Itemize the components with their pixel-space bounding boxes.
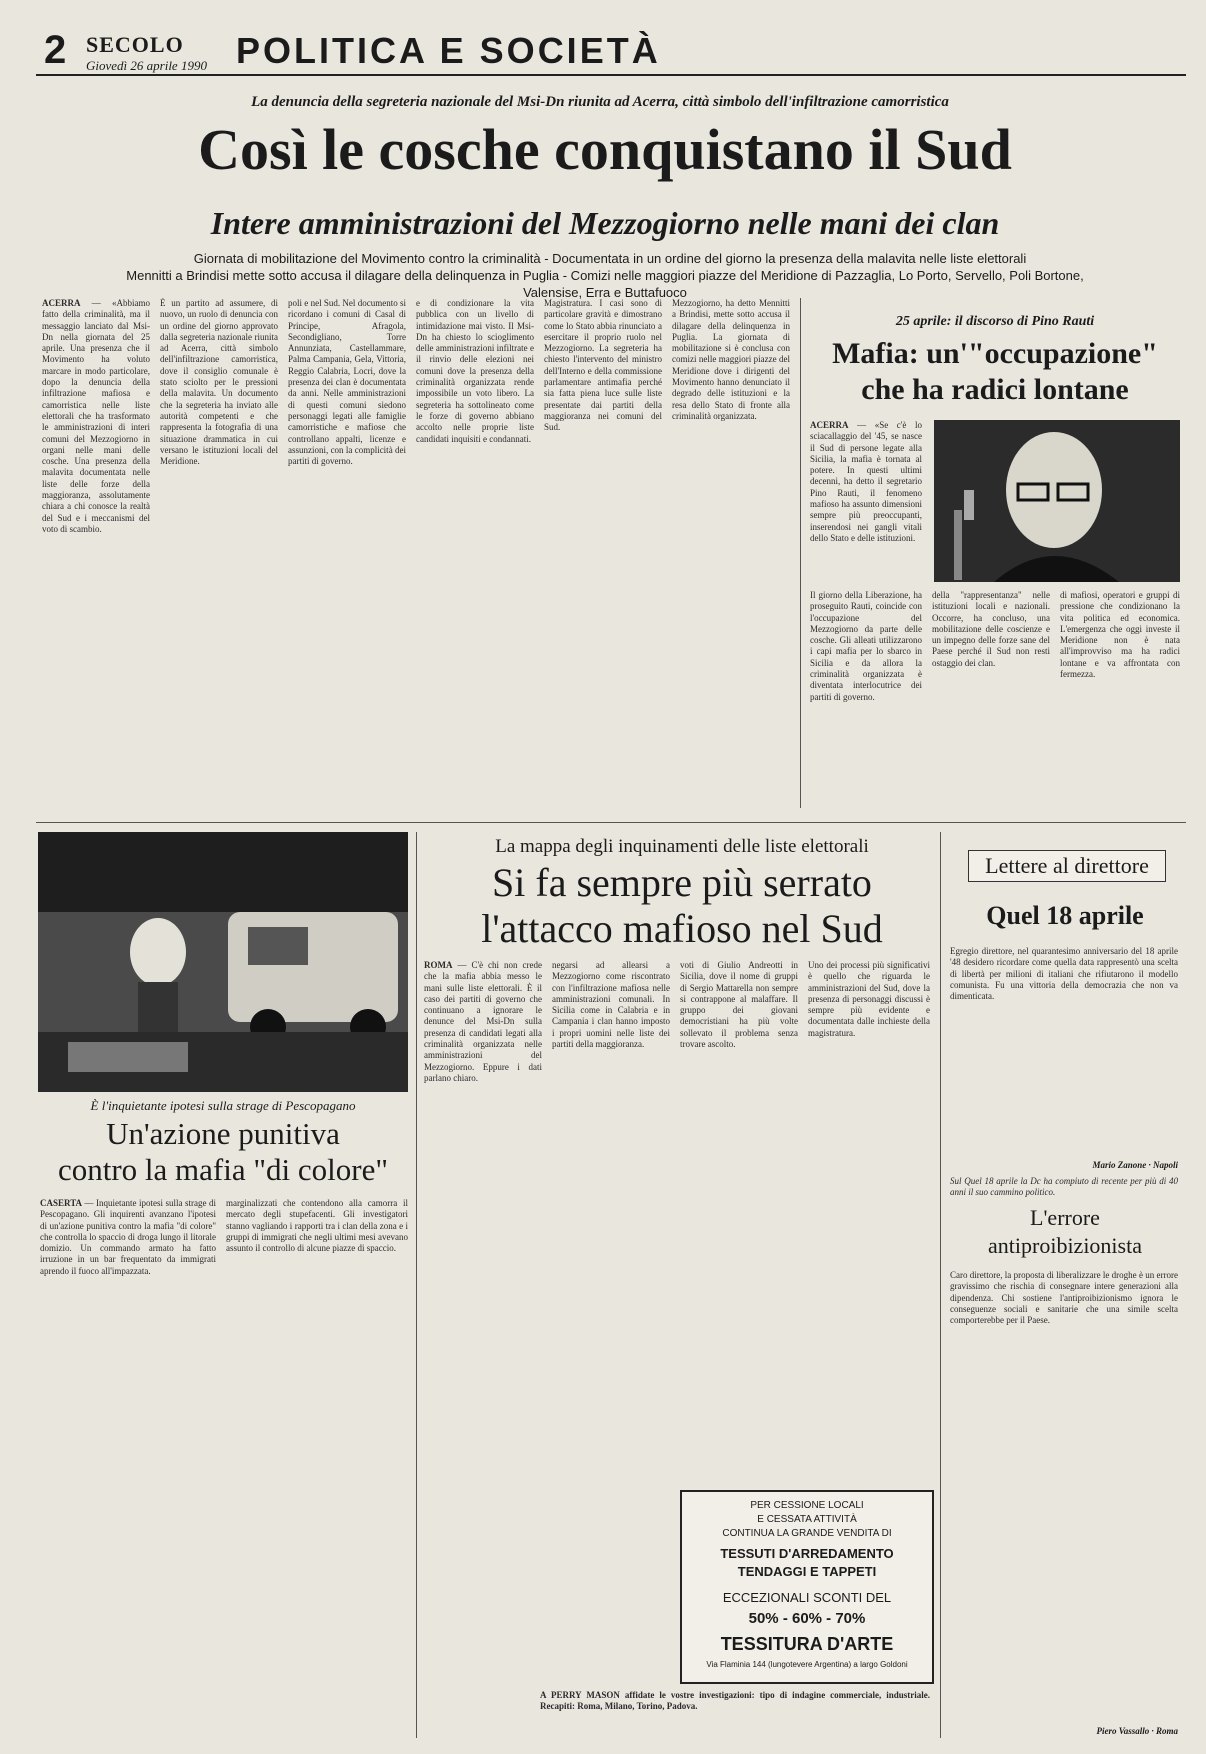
- main-body-col-6: Mezzogiorno, ha detto Mennitti a Brindisi, mette sotto accusa il dilagare della delinquenza in Puglia. La giornata di mobilitazione si è conclusa con comizi nelle maggiori piazze del Meridione dove i dirigenti del Movimento hanno denunciato il degrado delle istituzioni e la resa dello Stato di fronte alla criminalità organizzata.: [672, 298, 790, 421]
- letter-1-signature: Mario Zanone · Napoli: [1092, 1160, 1178, 1170]
- ad-line-9: Via Flaminia 144 (lungotevere Argentina) a largo Goldoni: [706, 1660, 908, 1669]
- masthead: [36, 26, 1186, 76]
- main-subhead: Intere amministrazioni del Mezzogiorno nelle mani dei clan: [210, 205, 1000, 241]
- inquinamenti-body-col-4: Uno dei processi più significativi è quello che riguarda le amministrazioni del Sud, dove la presenza di personaggi discussi è sempre più evidente e documentata dalle inchieste della magistratura.: [808, 960, 930, 1038]
- main-dateline: ACERRA: [42, 298, 81, 308]
- rauti-kicker: 25 aprile: il discorso di Pino Rauti: [895, 314, 1095, 329]
- column-rule-3: [940, 832, 941, 1738]
- rauti-headline-2: che ha radici lontane: [861, 373, 1129, 406]
- paper-name: SECOLO: [86, 32, 184, 57]
- letter-1-body: Egregio direttore, nel quarantesimo anniversario del 18 aprile '48 desidero ricordare come quella data rappresentò una scelta di libertà per milioni di italiani che rifiutarono il modello comunista. Fu una vittoria della democrazia che non va dimenticata.: [950, 946, 1178, 1002]
- column-rule-2: [416, 832, 417, 1738]
- issue-date: Giovedì 26 aprile 1990: [86, 58, 207, 73]
- photo-body-col-2: marginalizzati che contendono alla camorra il mercato degli stupefacenti. Gli investigatori stanno vagliando i rapporti tra i clan della zona e i gruppi di immigrati che negli ultimi mesi avevano assunto il controllo di alcune piazze di spaccio.: [226, 1198, 408, 1254]
- main-body-col-5: Magistratura. I casi sono di particolare gravità e dimostrano come lo Stato abbia rinunciato a esercitare il proprio ruolo nel Mezzogiorno. La segreteria ha chiesto l'intervento del ministro dell'Interno e della commissione parlamentare antimafia perché sia fatta piena luce sulle liste presentate dai partiti della maggioranza nei comuni del Sud.: [544, 298, 662, 433]
- main-body-col-1: ACERRA — «Abbiamo fatto della criminalità, ma il messaggio lanciato dal Msi-Dn nella giornata del 25 aprile. Una presenza che il Movimento ha voluto marcare in modo particolare, dopo la denuncia della infiltrazione mafiosa e camorristica nelle liste elettorali che ha trasformato le amministrazioni di interi comuni del Mezzogiorno in organi nelle mani delle cosche. Una presenza della malavita documentata nelle liste delle forze della maggioranza, assolutamente chiara a chi conosce la realtà del Sud e i meccanismi del voto di scambio.: [42, 298, 150, 534]
- section-title: POLITICA E SOCIETÀ: [236, 30, 661, 71]
- ad-line-8: TESSITURA D'ARTE: [720, 1634, 894, 1654]
- inquinamenti-kicker: La mappa degli inquinamenti delle liste elettorali: [495, 836, 869, 857]
- page-number: 2: [44, 28, 67, 72]
- rauti-body-col-3: della "rappresentanza" nelle istituzioni locali e nazionali. Occorre, ha concluso, una mobilitazione delle coscienze e un impegno delle forze sane del Paese perché il Sud non resti ostaggio dei clan.: [932, 590, 1050, 668]
- advertisement: [680, 1490, 934, 1684]
- column-rule: [800, 298, 801, 808]
- letter-1-title: Quel 18 aprile: [986, 901, 1144, 930]
- main-headline: Così le cosche conquistano il Sud: [198, 117, 1012, 182]
- ad-line-2: E CESSATA ATTIVITÀ: [757, 1514, 857, 1525]
- rauti-body-col-4: di mafiosi, operatori e gruppi di pressione che condizionano la vita politica ed economica. L'emergenza che oggi investe il Meridione non è nata all'improvviso ma ha radici lontane e va affrontata con fermezza.: [1060, 590, 1180, 680]
- horizontal-rule: [36, 822, 1186, 823]
- ad-line-4: TESSUTI D'ARREDAMENTO: [720, 1546, 894, 1561]
- rauti-headline-1: Mafia: un'"occupazione": [832, 337, 1158, 370]
- letter-2-body: Caro direttore, la proposta di liberalizzare le droghe è un errore gravissimo che rischia di consegnare intere generazioni alla dipendenza. Chi sostiene l'antiproibizionismo ignora le conseguenze sociali e sanitarie che una simile scelta comporterebbe per il Paese.: [950, 1270, 1178, 1326]
- letter-2-signature: Piero Vassallo · Roma: [1096, 1726, 1178, 1736]
- photo-headline-2: contro la mafia "di colore": [57, 1152, 388, 1187]
- ad-line-7: 50% - 60% - 70%: [748, 1610, 866, 1627]
- main-body-col-3: poli e nel Sud. Nel documento si ricordano i comuni di Casal di Principe, Afragola, Secondigliano, Torre Annunziata, Castellammare, Palma Campania, Gela, Vittoria, Reggio Calabria, Locri, dove la presenza dei clan è documentata da anni. Nelle amministrazioni di questi comuni siedono personaggi legati alle famiglie camorristiche e mafiose che controllano appalti, licenze e assunzioni, con la complicità dei partiti di governo.: [288, 298, 406, 467]
- inquinamenti-headline-2: l'attacco mafioso nel Sud: [481, 906, 883, 951]
- main-body-col-4: e di condizionare la vita pubblica con un livello di intimidazione mai visto. Il Msi-Dn ha chiesto lo scioglimento delle amministrazioni infiltrate e il rinvio delle elezioni nei comuni dove la presenza della criminalità organizzata rende impossibile un voto libero. La segreteria ha sottolineato come le forze di governo abbiano accolto nelle proprie liste candidati inquisiti e condannati.: [416, 298, 534, 444]
- ad-line-5: TENDAGGI E TAPPETI: [737, 1564, 877, 1579]
- ad-line-1: PER CESSIONE LOCALI: [750, 1500, 864, 1511]
- ad-line-3: CONTINUA LA GRANDE VENDITA DI: [722, 1528, 892, 1539]
- main-summary-2: Mennitti a Brindisi mette sotto accusa il dilagare della delinquenza in Puglia - Comizi nelle maggiori piazze del Meridione di Pazzaglia, Lo Porto, Servello, Poli Bortone, Valensise, Erra e Buttafuoco: [126, 268, 1084, 300]
- inquinamenti-body-col-3: voti di Giulio Andreotti in Sicilia, dove il nome di gruppi di Sergio Mattarella non sempre si contrappone al malaffare. Il gruppo dei giovani democristiani ha più volte sollevato il problema senza trovare ascolto.: [680, 960, 798, 1050]
- photo-headline-1: Un'azione punitiva: [106, 1116, 340, 1151]
- letter-1-note: Sul Quel 18 aprile la Dc ha compiuto di recente per più di 40 anni il suo cammino politico.: [950, 1176, 1178, 1198]
- inquinamenti-body-col-1: ROMA — C'è chi non crede che la mafia abbia messo le mani sulle liste elettorali. È il caso dei partiti di governo che continuano a ignorare le denunce del Msi-Dn sulla presenza di candidati legati alla criminalità organizzata nelle amministrazioni del Mezzogiorno. Eppure i dati parlano chiaro.: [424, 960, 542, 1083]
- main-kicker: La denuncia della segreteria nazionale del Msi-Dn riunita ad Acerra, città simbolo dell'infiltrazione camorristica: [251, 94, 949, 110]
- photo-kicker: È l'inquietante ipotesi sulla strage di Pescopagano: [90, 1098, 356, 1113]
- inquinamenti-headline-1: Si fa sempre più serrato: [492, 860, 872, 905]
- letter-2-title-1: L'errore: [1030, 1205, 1100, 1230]
- letter-2-title-2: antiproibizionista: [988, 1233, 1142, 1258]
- ad-line-6: ECCEZIONALI SCONTI DEL: [722, 1590, 892, 1605]
- perry-mason-ad: A PERRY MASON affidate le vostre investigazioni: tipo di indagine commerciale, industriale. Recapiti: Roma, Milano, Torino, Padova.: [540, 1690, 930, 1712]
- main-body-col-2: È un partito ad assumere, di nuovo, un ruolo di denuncia con un ordine del giorno approvato dalla segreteria nazionale riunita ad Acerra, città simbolo dell'infiltrazione camorristica, dove il consiglio comunale è stato sciolto per le pressioni della malavita. Un documento che la segreteria ha inviato alle autorità competenti e che rappresenta la fotografia di una situazione drammatica in cui versano le istituzioni locali del Meridione.: [160, 298, 278, 467]
- rauti-photo: [934, 420, 1180, 582]
- rauti-body-col-1: ACERRA — «Se c'è lo sciacallaggio del '45, se nasce il Sud di persone legate alla Sicilia, la mafia è tornata al potere. In questi ultimi decenni, ha detto il segretario Pino Rauti, il fenomeno mafioso ha assunto dimensioni sempre più preoccupanti, inserendosi nei gangli vitali dello Stato e delle istituzioni.: [810, 420, 922, 543]
- crime-scene-photo: [38, 832, 408, 1092]
- rauti-body-col-2: Il giorno della Liberazione, ha proseguito Rauti, coincide con l'occupazione del Mezzogiorno da parte delle cosche. Gli alleati utilizzarono i capi mafia per lo sbarco in Sicilia e da allora la criminalità organizzata è diventata interlocutrice dei partiti di governo.: [810, 590, 922, 702]
- main-summary-1: Giornata di mobilitazione del Movimento contro la criminalità - Documentata in un ordine del giorno la presenza della malavita nelle liste elettorali: [193, 251, 1027, 266]
- letters-box-title: Lettere al direttore: [968, 850, 1166, 882]
- inquinamenti-body-col-2: negarsi ad allearsi a Mezzogiorno come riscontrato con l'infiltrazione mafiosa nelle amministrazioni comunali. In Sicilia come in Calabria e in Campania i clan hanno imposto i propri uomini nelle liste dei partiti della maggioranza.: [552, 960, 670, 1050]
- photo-body-col-1: CASERTA — Inquietante ipotesi sulla strage di Pescopagano. Gli inquirenti avanzano l'ipotesi di un'azione punitiva contro la mafia "di colore" che controlla lo spaccio di droga lungo il litorale domizio. Un commando armato ha fatto irruzione in un bar frequentato da immigrati aprendo il fuoco all'impazzata.: [40, 1198, 216, 1276]
